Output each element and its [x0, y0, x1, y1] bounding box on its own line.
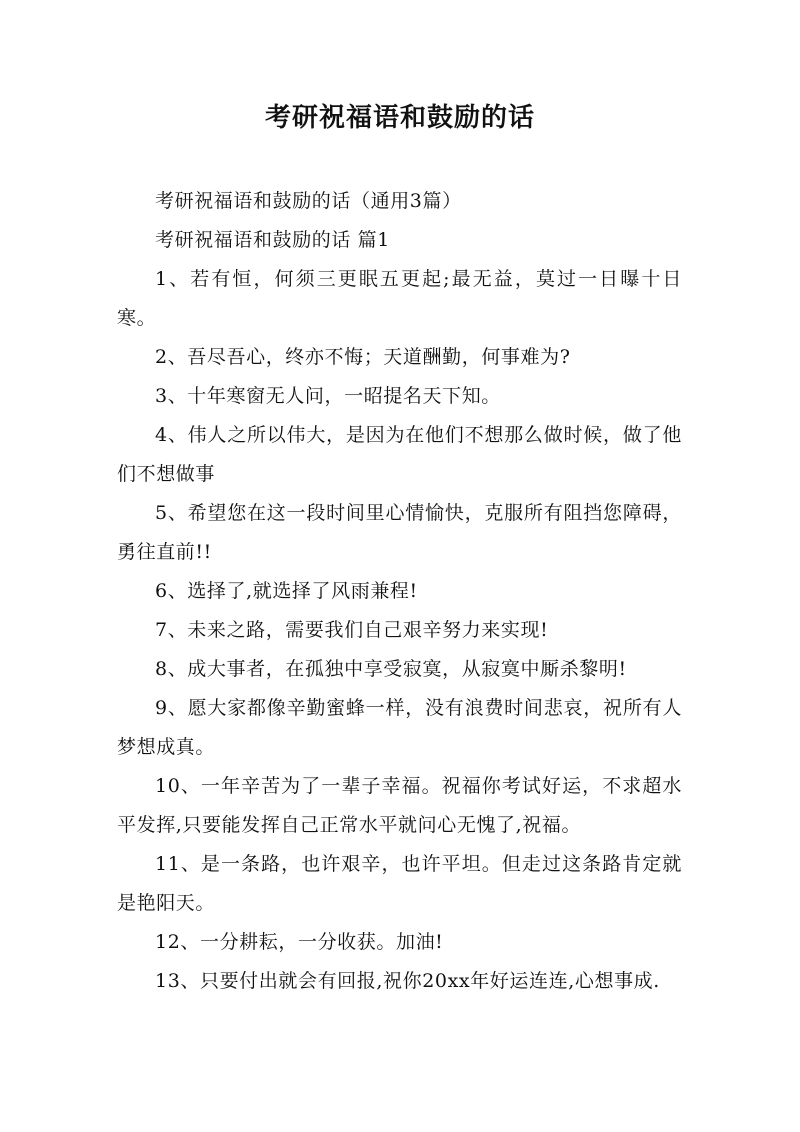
- paragraph-item-13: 13、只要付出就会有回报,祝你20xx年好运连连,心想事成.: [155, 970, 660, 992]
- paragraph-item-3: 3、十年寒窗无人问，一昭提名天下知。: [155, 385, 501, 407]
- paragraph-item-12: 12、一分耕耘，一分收获。加油!: [155, 931, 444, 953]
- paragraph-item-8: 8、成大事者，在孤独中享受寂寞，从寂寞中厮杀黎明!: [155, 658, 627, 680]
- section-heading: 考研祝福语和鼓励的话 篇1: [155, 229, 390, 251]
- subtitle-paragraph: 考研祝福语和鼓励的话（通用3篇）: [155, 190, 462, 212]
- paragraph-item-7: 7、未来之路，需要我们自己艰辛努力来实现!: [155, 619, 549, 641]
- document-body: [117, 182, 682, 1001]
- paragraph-item-6: 6、选择了,就选择了风雨兼程!: [155, 580, 418, 602]
- paragraph-item-1: 1、若有恒，何须三更眠五更起;最无益，莫过一日曝十日寒。: [117, 268, 682, 329]
- paragraph-item-9: 9、愿大家都像辛勤蜜蜂一样，没有浪费时间悲哀，祝所有人梦想成真。: [117, 697, 682, 758]
- paragraph-item-5: 5、希望您在这一段时间里心情愉快，克服所有阻挡您障碍，勇往直前!!: [117, 502, 682, 563]
- paragraph-item-4: 4、伟人之所以伟大，是因为在他们不想那么做时候，做了他们不想做事: [117, 424, 682, 485]
- paragraph-item-11: 11、是一条路，也许艰辛，也许平坦。但走过这条路肯定就是艳阳天。: [117, 853, 682, 914]
- document-title: 考研祝福语和鼓励的话: [264, 103, 535, 133]
- paragraph-item-2: 2、吾尽吾心，终亦不悔；天道酬勤，何事难为?: [155, 346, 571, 368]
- paragraph-item-10: 10、一年辛苦为了一辈子幸福。祝福你考试好运，不求超水平发挥,只要能发挥自己正常水平就问心无愧了,祝福。: [117, 775, 682, 836]
